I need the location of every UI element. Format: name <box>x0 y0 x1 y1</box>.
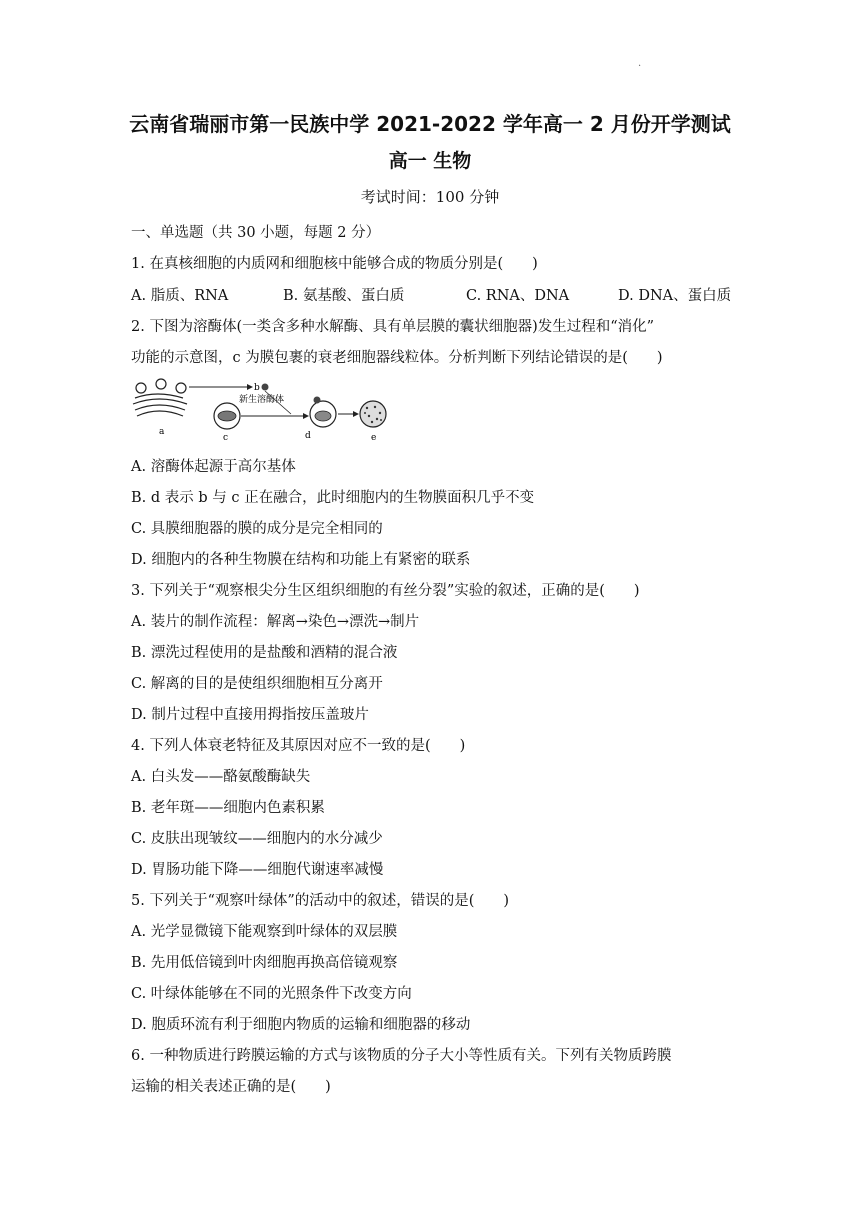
question-2-stem-line1: 2. 下图为溶酶体(一类含多种水解酶、具有单层膜的囊状细胞器)发生过程和“消化” <box>131 319 655 335</box>
arrowhead-to-b <box>247 384 253 390</box>
q4-option-d: D. 胃肠功能下降——细胞代谢速率减慢 <box>131 862 384 878</box>
q2-option-a: A. 溶酶体起源于高尔基体 <box>131 459 296 475</box>
label-b: b <box>254 383 260 393</box>
exam-time: 考试时间：100 分钟 <box>360 188 500 206</box>
digested-e <box>360 401 386 427</box>
q3-option-c: C. 解离的目的是使组织细胞相互分离开 <box>131 676 383 692</box>
question-6-stem-line2: 运输的相关表述正确的是( ) <box>131 1079 331 1095</box>
question-1-stem: 1. 在真核细胞的内质网和细胞核中能够合成的物质分别是( ) <box>131 256 538 272</box>
q5-option-b: B. 先用低倍镜到叶肉细胞再换高倍镜观察 <box>131 955 398 971</box>
section-heading: 一、单选题（共 30 小题，每题 2 分） <box>131 225 381 241</box>
question-3-stem: 3. 下列关于“观察根尖分生区组织细胞的有丝分裂”实验的叙述，正确的是( ) <box>131 583 640 599</box>
q1-option-c: C. RNA、DNA <box>466 288 570 304</box>
q5-option-a: A. 光学显微镜下能观察到叶绿体的双层膜 <box>131 924 398 940</box>
label-e: e <box>371 433 377 442</box>
q1-option-b: B. 氨基酸、蛋白质 <box>283 288 405 304</box>
label-c: c <box>223 433 229 442</box>
q1-option-d: D. DNA、蛋白质 <box>618 288 732 304</box>
vesicle-b <box>262 384 269 391</box>
q4-option-c: C. 皮肤出现皱纹——细胞内的水分减少 <box>131 831 383 847</box>
q3-option-a: A. 装片的制作流程：解离→染色→漂洗→制片 <box>131 614 420 630</box>
label-a: a <box>159 427 165 437</box>
fusing-vesicle <box>314 397 321 404</box>
q2-option-b: B. d 表示 b 与 c 正在融合，此时细胞内的生物膜面积几乎不变 <box>131 490 535 506</box>
question-5-stem: 5. 下列关于“观察叶绿体”的活动中的叙述，错误的是( ) <box>131 893 510 909</box>
label-new-lysosome: 新生溶酶体 <box>239 395 285 405</box>
q2-option-d: D. 细胞内的各种生物膜在结构和功能上有紧密的联系 <box>131 552 471 568</box>
arrowhead-d-to-e <box>353 411 359 417</box>
document-title: 云南省瑞丽市第一民族中学 2021-2022 学年高一 2 月份开学测试 <box>129 112 731 136</box>
document-subtitle: 高一 生物 <box>388 150 472 172</box>
mitochondrion-icon <box>218 411 236 421</box>
q2-option-c: C. 具膜细胞器的膜的成分是完全相同的 <box>131 521 383 537</box>
header-dot: . <box>638 58 642 69</box>
lysosome-diagram <box>131 378 391 442</box>
question-4-stem: 4. 下列人体衰老特征及其原因对应不一致的是( ) <box>131 738 466 754</box>
q5-option-c: C. 叶绿体能够在不同的光照条件下改变方向 <box>131 986 412 1002</box>
fusing-mitochondrion <box>315 411 331 421</box>
label-d: d <box>305 431 311 441</box>
golgi-apparatus <box>133 379 187 416</box>
q4-option-a: A. 白头发——酪氨酸酶缺失 <box>131 769 311 785</box>
question-6-stem-line1: 6. 一种物质进行跨膜运输的方式与该物质的分子大小等性质有关。下列有关物质跨膜 <box>131 1048 672 1064</box>
arrowhead-c-to-d <box>303 413 309 419</box>
q3-option-b: B. 漂洗过程使用的是盐酸和酒精的混合液 <box>131 645 398 661</box>
q4-option-b: B. 老年斑——细胞内色素积累 <box>131 800 325 816</box>
q5-option-d: D. 胞质环流有利于细胞内物质的运输和细胞器的移动 <box>131 1017 471 1033</box>
q1-option-a: A. 脂质、RNA <box>131 288 229 304</box>
question-2-stem-line2: 功能的示意图，c 为膜包裹的衰老细胞器线粒体。分析判断下列结论错误的是( ) <box>131 350 663 366</box>
q3-option-d: D. 制片过程中直接用拇指按压盖玻片 <box>131 707 369 723</box>
